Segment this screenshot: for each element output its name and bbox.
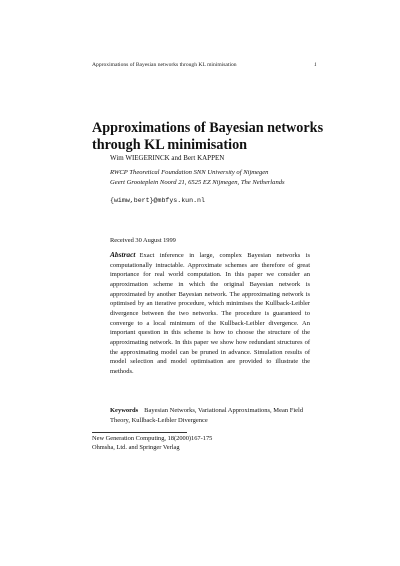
page-number: 1	[314, 62, 317, 68]
keywords-label: Keywords	[110, 407, 139, 414]
authors: Wim WIEGERINCK and Bert KAPPEN	[110, 154, 225, 162]
footnote-rule	[92, 432, 187, 433]
abstract-text: Exact inference in large, complex Bayesian networks is computationally intractable. Approximate schemes are therefore of great importance for real world computation. In this paper we consider an approximation scheme in which the original Bayesian network is approximated by another Bayesian network. The approximating network is optimised by an iterative procedure, which minimises the Kullback-Leibler divergence between the two networks. The procedure is guaranteed to converge to a local minimum of the Kullback-Leibler divergence. An important question in this scheme is how to choose the structure of the approximating network. In this paper we show how redundant structures of the approximating model can be pruned in advance. Simulation results of model selection and model optimisation are provided to illustrate the methods.	[110, 252, 310, 375]
affiliation-line-2: Geert Grooteplein Noord 21, 6525 EZ Nijmegen, The Netherlands	[110, 178, 285, 186]
paper-title: Approximations of Bayesian networks through KL minimisation	[92, 120, 324, 153]
publisher: Ohmsha, Ltd. and Springer Verlag	[92, 444, 180, 452]
received-date: Received 30 August 1999	[110, 237, 176, 244]
journal-citation: New Generation Computing, 18(2000)167-175	[92, 435, 213, 442]
affiliation-line-1: RWCP Theoretical Foundation SNN University of Nijmegen	[110, 169, 269, 176]
footnote	[92, 434, 212, 453]
keywords-text: Bayesian Networks, Variational Approximations, Mean Field Theory, Kullback-Leibler Divergence	[110, 407, 304, 424]
abstract-label: Abstract	[110, 250, 136, 259]
email-address: {wimw,bert}@mbfys.kun.nl	[110, 197, 205, 204]
running-header: Approximations of Bayesian networks through KL minimisation	[92, 62, 237, 68]
affiliation	[110, 168, 285, 187]
abstract	[110, 250, 310, 377]
keywords	[110, 406, 310, 425]
